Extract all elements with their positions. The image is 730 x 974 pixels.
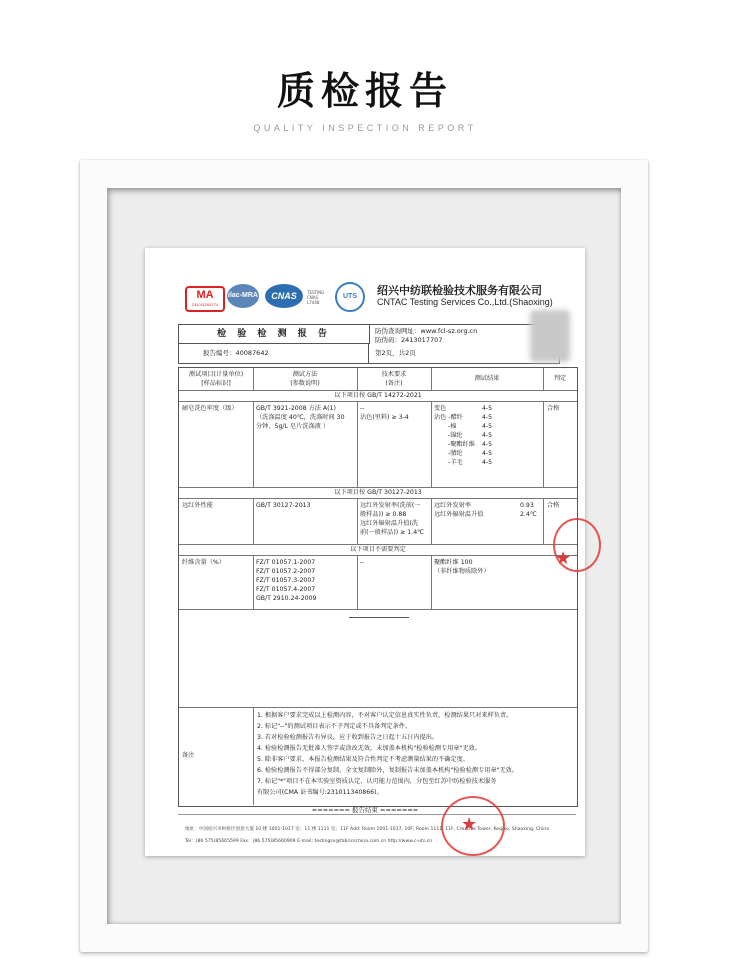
th-result: 测试结果 xyxy=(474,375,500,382)
anti-fake-info xyxy=(375,327,477,345)
col-divider xyxy=(357,498,358,544)
footer-divider xyxy=(178,814,576,815)
note-item: 2. 标记"--"的测试项目表示不予判定或不具备判定条件。 xyxy=(257,723,412,730)
row3-method: FZ/T 01057.1-2007 FZ/T 01057.2-2007 FZ/T 01057.3-2007 FZ/T 01057.4-2007 GB/T 2910.24-2009 xyxy=(256,559,317,602)
divider-mark xyxy=(349,617,409,618)
row2-verdict: 合格 xyxy=(547,502,560,509)
note-item: 6. 检验检测报告不得部分复制，全文复制除外，复制报告未加盖本机构"检验检测专用章"无效。 xyxy=(257,767,519,774)
note-item: 1. 根据客户要求完成以上检测内容，不对客户认定信息真实性负责，检测结果只对来样负责。 xyxy=(257,712,513,719)
col-divider xyxy=(543,401,544,487)
row2-requirement: 远红外发射率(洗前(一 般样品)) ≥ 0.88 远红外辐射温升值(洗 前(一般样品)) ≥ 1.4℃ xyxy=(360,502,425,536)
col-divider xyxy=(253,555,254,609)
note-item: 4. 检验检测报告无批准人签字或涂改无效，未加盖本机构"检验检测专用章"无效。 xyxy=(257,745,481,752)
col-divider xyxy=(431,401,432,487)
col-divider xyxy=(253,707,254,805)
uts-logo: UTS xyxy=(335,282,365,312)
table-row xyxy=(179,498,577,545)
cnas-caption: TESTING CNAS L7448 xyxy=(307,290,325,305)
col-divider xyxy=(431,498,432,544)
row2-results: 远红外发射率 0.93 远红外辐射温升值 2.4℃ xyxy=(434,502,537,518)
row1-results: 变色 4-5 沾色 -醋纤 4-5 -棉 4-5 -锦纶 4-5 -聚酯纤维 4-5 -腈纶 4-5 -羊毛 4-5 xyxy=(434,405,493,466)
section-label: 以下项目不需要判定 xyxy=(350,546,406,553)
footer-address: 地址：中国绍兴市柯桥区创意大厦 10 楼 1001-1017 室；11 楼 1111 室；11F Add: Room 1001-1017, 10F; Room 1111, 11F, Creative Tower, Keqiao, Shaoxing, China xyxy=(185,827,549,832)
row2-method: GB/T 30127-2013 xyxy=(256,502,311,509)
note-item: 3. 若对检验检测报告有异议，应于收到报告之日起十五日内提出。 xyxy=(257,734,439,741)
page-title: 质检报告 xyxy=(276,69,453,113)
th-method: 测试方法 (参数说明) xyxy=(290,371,320,387)
th-item: 测试项目(计量单位) [样品标识] xyxy=(188,371,244,387)
note-item: 有限公司(CMA 证书编号:231011340866)。 xyxy=(257,789,383,796)
row1-verdict: 合格 xyxy=(547,405,560,412)
footer-contact: Tel：(86 575)85665599 Fax：(86 575)85660909 E-mail: testingsx@fabricschina.com.cn http://www.c-uts.cn xyxy=(185,839,433,844)
table-row xyxy=(179,555,577,610)
table-row xyxy=(179,401,577,488)
report-number: 报告编号：40087642 xyxy=(179,344,369,363)
row2-item: 远红外性能 xyxy=(182,502,213,509)
report-end: ======= 报告结束 ======= xyxy=(311,806,419,814)
stamp-star-icon: ★ xyxy=(555,548,572,569)
note-item: 7. 标记"*"项目不在本实验室资质认定、认可能力范围内，分包至红苏中纺检验技术服务 xyxy=(257,778,497,785)
cma-logo: MA 231011261774 xyxy=(185,286,225,312)
section-label: 以下项目按 GB/T 30127-2013 xyxy=(334,489,422,496)
th-req: 技术要求 (备注) xyxy=(381,371,407,387)
page-subtitle: QUALITY INSPECTION REPORT xyxy=(253,123,477,133)
row1-requirement: -- 沾色(里料) ≥ 3-4 xyxy=(360,405,409,421)
row3-requirement: -- xyxy=(360,559,365,566)
table-header-row xyxy=(179,368,577,391)
row1-method: GB/T 3921-2008 方法 A(1) （洗涤温度 40℃，洗涤时间 30 分钟，5g/L 皂片洗涤液 ） xyxy=(256,405,345,430)
ilac-logo: ilac-MRA xyxy=(227,284,259,308)
note-item: 5. 除非客户要求，本报告检测结果及符合性判定不考虑测量结果的不确定度。 xyxy=(257,756,470,763)
company-name-en: CNTAC Testing Services Co.,Ltd.(Shaoxing) xyxy=(377,297,553,307)
row1-item: 耐皂洗色牢度（级） xyxy=(182,405,238,412)
anti-fake-site: 防伪查询网址：www.fcl-sz.org.cn xyxy=(375,327,478,335)
page-info: 第2页，共2页 xyxy=(375,349,416,357)
report-title: 检 验 检 测 报 告 xyxy=(179,325,370,344)
col-divider xyxy=(431,555,432,609)
row3-results: 聚酯纤维 100 （非纤维物质除外） xyxy=(434,559,490,575)
report-paper xyxy=(145,248,585,856)
col-divider xyxy=(253,498,254,544)
notes-row xyxy=(179,707,577,805)
company-name-cn: 绍兴中纺联检验技术服务有限公司 xyxy=(377,284,542,297)
col-divider xyxy=(253,401,254,487)
row3-item: 纤维含量（%） xyxy=(182,559,226,566)
th-verdict: 判定 xyxy=(553,375,567,382)
qr-code-blurred xyxy=(530,310,570,362)
results-table xyxy=(178,367,578,807)
section-label: 以下项目按 GB/T 14272-2021 xyxy=(334,392,422,399)
report-header-box xyxy=(178,324,560,364)
notes-label: 备注 xyxy=(182,752,195,759)
stamp-star-icon: ★ xyxy=(461,814,478,835)
cnas-logo: CNAS xyxy=(265,284,303,308)
anti-fake-code: 防伪码：2413017707 xyxy=(375,336,443,344)
empty-area xyxy=(179,609,577,708)
col-divider xyxy=(543,498,544,544)
col-divider xyxy=(357,555,358,609)
col-divider xyxy=(357,401,358,487)
